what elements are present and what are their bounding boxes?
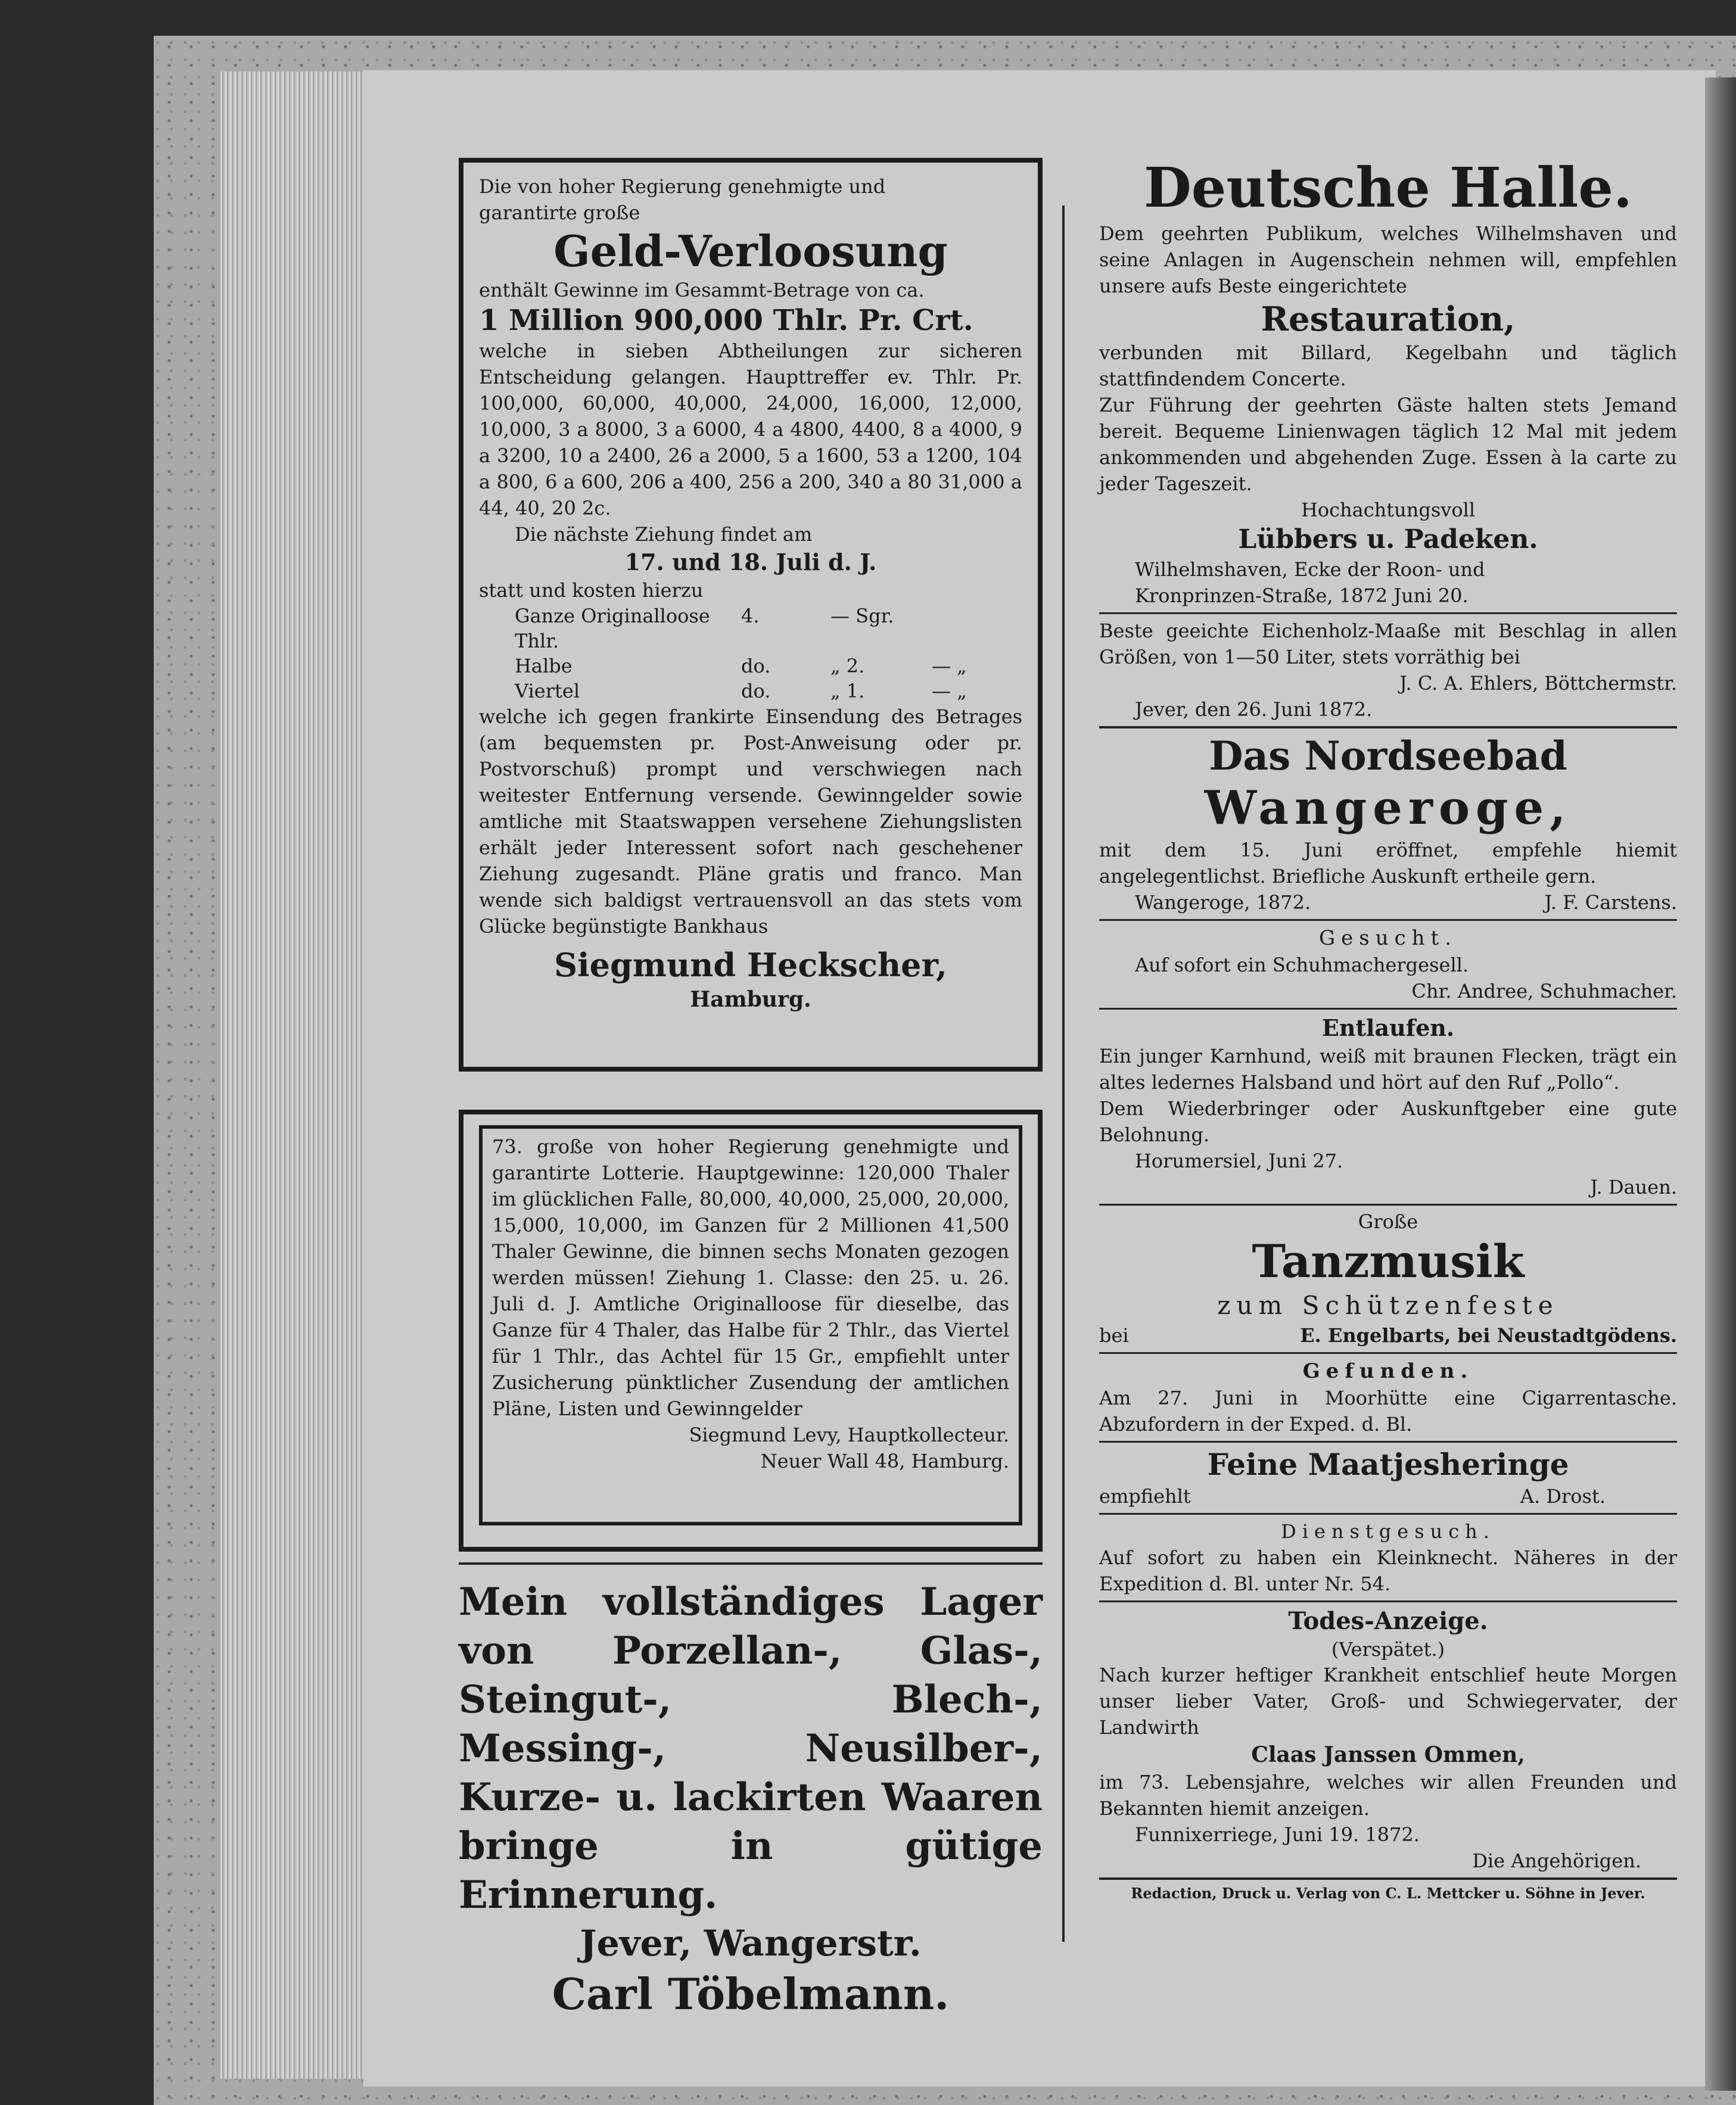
ad-body: verbunden mit Billard, Kegelbahn und täglich stattfindendem Concerte.: [1099, 341, 1677, 390]
ad-body: welche ich gegen frankirte Einsendung des Betrages (am bequemsten pr. Post-Anweisung oder pr. Postvorschuß) prompt und verschwiegen nach weitester Entfernung versende. Gewinngelder sowie amtliche mit Staatswappen versehene Ziehungslisten erhält jeder Interessent sofort nach geschehener Ziehung zugesandt. Pläne gratis und franco. Man wende sich baldigst vertrauensvoll an das stets vom Glücke begünstigte Bankhaus: [479, 705, 1022, 938]
ad-maatjes: [1099, 1446, 1677, 1509]
price-cell: [932, 603, 967, 653]
ad-heading: Gesucht.: [1318, 926, 1458, 950]
ad-body: Dem geehrten Publikum, welches Wilhelmshaven und seine Anlagen in Augenschein nehmen will, empfehlen unsere aufs Beste eingerichtete: [1099, 222, 1677, 297]
ad-text: Die von hoher Regierung genehmigte und: [479, 175, 886, 198]
price-cell: Ganze Originalloose Thlr.: [515, 605, 710, 652]
ad-heading: Todes-Anzeige.: [1288, 1607, 1488, 1635]
ad-greeting: Hochachtungsvoll: [1301, 499, 1476, 521]
ad-body: im 73. Lebensjahre, welches wir allen Freunden und Bekannten hiemit anzeigen.: [1099, 1771, 1677, 1820]
ad-signature: Siegmund Levy, Hauptkollecteur.: [689, 1424, 1009, 1446]
price-table: [479, 603, 1022, 703]
ad-names: Lübbers u. Padeken.: [1238, 524, 1538, 555]
price-cell: Halbe: [515, 655, 573, 677]
ad-nordseebad: [1099, 732, 1677, 916]
ad-body: mit dem 15. Juni eröffnet, empfehle hiemit angelegentlichst. Briefliche Auskunft ertheile gern.: [1099, 839, 1677, 888]
ad-place: Jever, Wangerstr.: [580, 1923, 922, 1964]
divider: [1099, 1513, 1677, 1515]
imprint: Redaction, Druck u. Verlag von C. L. Mettcker u. Söhne in Jever.: [1131, 1885, 1645, 1902]
price-cell: — „: [932, 680, 967, 702]
ad-text: enthält Gewinne im Gesammt-Betrage von ca.: [479, 279, 925, 301]
ad-body: Nach kurzer heftiger Krankheit entschlief heute Morgen unser lieber Vater, Groß- und Schwiegervater, der Landwirth: [1099, 1664, 1677, 1739]
ad-heading: Dienstgesuch.: [1281, 1520, 1495, 1543]
ad-body: 73. große von hoher Regierung genehmigte und garantirte Lotterie. Hauptgewinne: 120,000 Thaler im glücklichen Falle, 80,000, 40,000, 25,000, 20,000, 15,000, 10,000, im Ganzen für 2 Millionen 41,500 Thaler Gewinne, die binnen sechs Monaten gezogen werden müssen! Ziehung 1. Classe: den 25. u. 26. Juli d. J. Amtliche Originalloose für dieselbe, das Ganze für 4 Thaler, das Halbe für 2 Thlr., das Viertel für 1 Thlr., das Achtel für 15 Gr., empfiehlt unter Zusicherung pünktlicher Zusendung der amtlichen Pläne, Listen und Gewinngelder: [492, 1135, 1009, 1420]
ad-body: welche in sieben Abtheilungen zur sicheren Entscheidung gelangen. Haupttreffer ev. Thlr. Pr. 100,000, 60,000, 40,000, 24,000, 16,000, 12,000, 10,000, 3 a 8000, 3 a 6000, 4 a 4800, 4400, 8 a 4000, 9 a 3200, 10 a 2400, 26 a 2000, 5 a 1600, 53 a 1200, 104 a 800, 6 a 600, 206 a 400, 256 a 200, 340 a 80 31,000 a 44, 40, 20 2c.: [479, 340, 1022, 519]
right-column: [1099, 155, 1677, 1904]
ad-address: Kronprinzen-Straße, 1872 Juni 20.: [1135, 584, 1469, 607]
divider: [1099, 1877, 1677, 1880]
draw-date: 17. und 18. Juli d. J.: [624, 549, 877, 575]
ad-body: Am 27. Juni in Moorhütte eine Cigarrentasche. Abzufordern in der Exped. d. Bl.: [1099, 1387, 1677, 1435]
ad-gesucht: [1099, 924, 1677, 1004]
ad-subtitle: zum Schützenfeste: [1217, 1291, 1559, 1320]
ad-title: Tanzmusik: [1252, 1235, 1525, 1288]
ad-footer: [1099, 1483, 1677, 1509]
firm-city: Hamburg.: [690, 987, 811, 1012]
ad-inner-frame: [479, 1125, 1022, 1525]
divider: [1099, 1441, 1677, 1443]
ad-heading: Entlaufen.: [1321, 1014, 1455, 1041]
ad-geld-verloosung: [459, 158, 1043, 1072]
price-cell: do.: [741, 680, 771, 702]
ad-address: Neuer Wall 48, Hamburg.: [760, 1450, 1009, 1472]
ad-title-place: Wangeroge,: [1204, 781, 1572, 835]
ad-place: Funnixerriege, Juni 19. 1872.: [1135, 1823, 1420, 1846]
ad-amount: 1 Million 900,000 Thlr. Pr. Crt.: [479, 304, 973, 337]
ad-body: Ein junger Karnhund, weiß mit braunen Flecken, trägt ein altes ledernes Halsband und hört auf den Ruf „Pollo“.: [1099, 1045, 1677, 1094]
ad-subheading: (Verspätet.): [1331, 1638, 1445, 1661]
price-cell: — „: [932, 655, 967, 677]
ad-text: Die nächste Ziehung findet am: [515, 523, 813, 546]
ad-address: Wilhelmshaven, Ecke der Roon- und: [1135, 558, 1485, 581]
ad-name: J. C. A. Ehlers, Böttchermstr.: [1399, 672, 1677, 695]
ad-name: J. F. Carstens.: [1544, 891, 1677, 914]
ad-lager: [459, 1578, 1043, 2021]
gutter-shadow: [1705, 77, 1736, 2091]
ad-title: Geld-Verloosung: [553, 226, 948, 276]
ad-ehlers: [1099, 618, 1677, 723]
firm-name: Siegmund Heckscher,: [554, 946, 947, 984]
page-edges: [220, 71, 372, 2079]
ad-body: Auf sofort zu haben ein Kleinknecht. Näheres in der Expedition d. Bl. unter Nr. 54.: [1099, 1546, 1677, 1595]
ad-todesanzeige: [1099, 1606, 1677, 1874]
ad-body: Zur Führung der geehrten Gäste halten stets Jemand bereit. Bequeme Linienwagen täglich 12 Mal mit jedem ankommenden und abgehenden Zuge. Essen à la carte zu jeder Tageszeit.: [1099, 394, 1677, 495]
ad-date: Jever, den 26. Juni 1872.: [1135, 698, 1373, 721]
ad-body: Auf sofort ein Schuhmachergesell.: [1135, 954, 1469, 976]
divider: [1099, 919, 1677, 921]
ad-place: Horumersiel, Juni 27.: [1135, 1150, 1343, 1172]
ad-gefunden: [1099, 1357, 1677, 1437]
ad-pre: Große: [1358, 1210, 1418, 1233]
divider: [459, 1562, 1043, 1565]
price-cell: „ 2.: [830, 655, 865, 677]
ad-bei: bei: [1099, 1324, 1129, 1347]
left-column: [459, 158, 1043, 2021]
price-cell: do.: [741, 655, 771, 677]
price-cell: Viertel: [515, 680, 580, 702]
price-cell: „ 1.: [830, 680, 865, 702]
ad-text: garantirte große: [479, 201, 640, 224]
divider: [1099, 1352, 1677, 1354]
ad-name: E. Engelbarts, bei Neustadtgödens.: [1300, 1324, 1677, 1347]
ad-signature: Die Angehörigen.: [1472, 1849, 1641, 1872]
ad-body: Dem Wiederbringer oder Auskunftgeber eine gute Belohnung.: [1099, 1097, 1677, 1146]
ad-tanzmusik: [1099, 1209, 1677, 1349]
ad-name: Chr. Andree, Schuhmacher.: [1411, 980, 1677, 1002]
ad-footer: [1099, 1322, 1677, 1349]
deceased-name: Claas Janssen Ommen,: [1251, 1742, 1525, 1767]
ad-lotterie: [459, 1110, 1043, 1552]
ad-name: J. Dauen.: [1590, 1176, 1677, 1198]
ad-text: statt und kosten hierzu: [479, 579, 704, 602]
ad-place: Wangeroge, 1872.: [1135, 891, 1311, 914]
ad-name: Carl Töbelmann.: [552, 1969, 950, 2019]
divider: [1099, 726, 1677, 728]
ad-deutsche-halle: [1099, 155, 1677, 609]
ad-title: Das Nordseebad: [1209, 733, 1567, 779]
divider: [1099, 1204, 1677, 1206]
divider: [1099, 1600, 1677, 1602]
price-cell: — Sgr.: [830, 605, 894, 627]
column-rule: [1062, 205, 1065, 1942]
ad-dienstgesuch: [1099, 1518, 1677, 1597]
ad-footer: [1099, 889, 1677, 916]
price-cell: 4.: [741, 605, 760, 627]
ad-pre: empfiehlt: [1099, 1485, 1191, 1508]
ad-heading: Restauration,: [1261, 300, 1516, 339]
ad-name: A. Drost.: [1520, 1485, 1606, 1508]
ad-heading: Gefunden.: [1302, 1359, 1474, 1383]
ad-title: Feine Maatjesheringe: [1207, 1447, 1569, 1482]
divider: [1099, 1008, 1677, 1010]
ad-body: Mein vollständiges Lager von Porzellan-, Glas-, Steingut-, Blech-, Messing-, Neusilber-, Kurze- u. lackirten Waaren bringe in gütige Erinnerung.: [459, 1580, 1043, 1917]
divider: [1099, 612, 1677, 614]
ad-title: Deutsche Halle.: [1144, 155, 1632, 220]
ad-body: Beste geeichte Eichenholz-Maaße mit Beschlag in allen Größen, von 1—50 Liter, stets vorräthig bei: [1099, 619, 1677, 668]
ad-entlaufen: [1099, 1013, 1677, 1200]
